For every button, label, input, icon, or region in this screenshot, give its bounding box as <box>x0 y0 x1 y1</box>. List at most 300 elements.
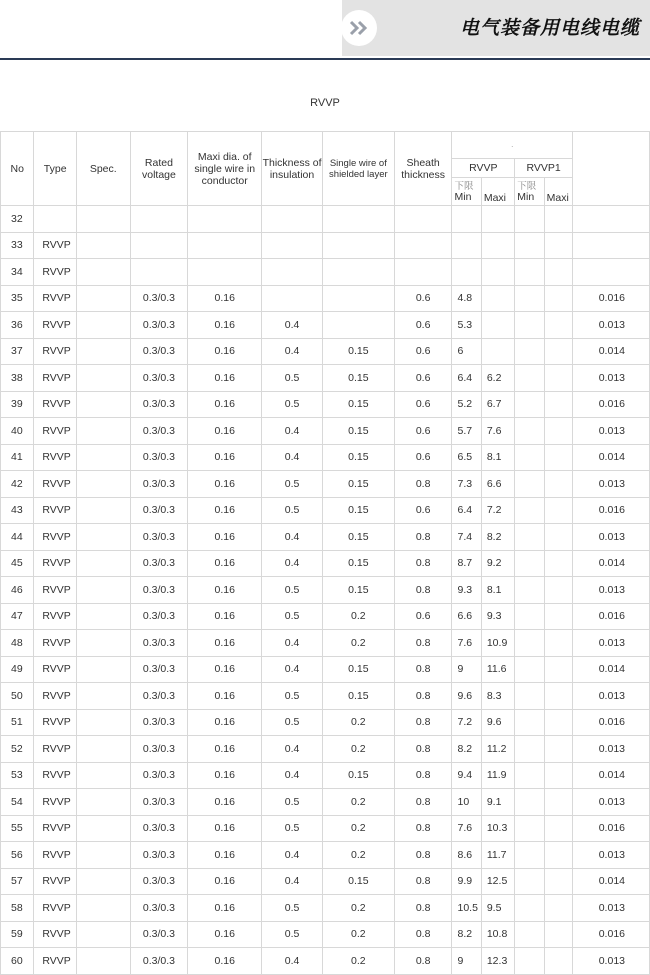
cell-insulation: 0.5 <box>262 497 323 524</box>
cell-rvvp-max: 12.3 <box>481 948 514 975</box>
cell-type: RVVP <box>34 789 77 816</box>
cell-rvvp1-min <box>515 789 544 816</box>
cell-sheath: 0.8 <box>394 550 452 577</box>
cell-rvvp-max <box>481 206 514 233</box>
table-row <box>1 312 650 339</box>
cell-rvvp1-min <box>515 683 544 710</box>
cell-rated-voltage: 0.3/0.3 <box>130 736 188 763</box>
cell-type: RVVP <box>34 736 77 763</box>
cell-no: 53 <box>1 762 34 789</box>
cell-rvvp-min: 7.6 <box>452 815 481 842</box>
col-thickness-insulation: Thickness of insulation <box>262 132 323 206</box>
cell-rvvp-max: 10.9 <box>481 630 514 657</box>
cell-maxi-dia: 0.16 <box>188 656 262 683</box>
table-row <box>1 524 650 551</box>
cell-rvvp-min: 4.8 <box>452 285 481 312</box>
table-row <box>1 683 650 710</box>
cell-type: RVVP <box>34 418 77 445</box>
cell-spec <box>76 312 130 339</box>
cell-insulation: 0.4 <box>262 868 323 895</box>
cell-shielded-layer: 0.2 <box>322 921 394 948</box>
cell-rvvp-min: 8.2 <box>452 736 481 763</box>
table-row <box>1 815 650 842</box>
col-rvvp: RVVP <box>452 159 515 178</box>
cell-rvvp1-max <box>544 789 572 816</box>
cell-rvvp1-max <box>544 312 572 339</box>
cell-spec <box>76 285 130 312</box>
table-row <box>1 444 650 471</box>
cell-rvvp-max: 9.1 <box>481 789 514 816</box>
cell-shielded-layer: 0.2 <box>322 948 394 975</box>
cell-rated-voltage: 0.3/0.3 <box>130 842 188 869</box>
cell-rvvp-min: 6 <box>452 338 481 365</box>
cell-spec <box>76 259 130 286</box>
cell-maxi-dia: 0.16 <box>188 630 262 657</box>
table-row <box>1 206 650 233</box>
cell-spec <box>76 365 130 392</box>
col-sheath-thickness: Sheath thickness <box>394 132 452 206</box>
cell-shielded-layer: 0.15 <box>322 762 394 789</box>
cell-maxi-dia: 0.16 <box>188 762 262 789</box>
cell-no: 34 <box>1 259 34 286</box>
cell-rated-voltage: 0.3/0.3 <box>130 895 188 922</box>
cell-type: RVVP <box>34 391 77 418</box>
cell-shielded-layer: 0.2 <box>322 789 394 816</box>
cell-rvvp1-max <box>544 444 572 471</box>
table-row <box>1 497 650 524</box>
cell-shielded-layer <box>322 285 394 312</box>
cell-insulation: 0.5 <box>262 365 323 392</box>
cell-rated-voltage <box>130 259 188 286</box>
cell-sheath <box>394 206 452 233</box>
cell-shielded-layer <box>322 259 394 286</box>
cell-sheath: 0.8 <box>394 815 452 842</box>
cell-spec <box>76 232 130 259</box>
cell-maxi-dia <box>188 259 262 286</box>
cell-rvvp1-max <box>544 365 572 392</box>
cell-rvvp1-max <box>544 232 572 259</box>
table-row <box>1 391 650 418</box>
cell-rvvp-min: 10 <box>452 789 481 816</box>
cell-rvvp1-max <box>544 736 572 763</box>
table-row <box>1 789 650 816</box>
cell-weight: 0.013 <box>573 736 650 763</box>
cell-rvvp1-max <box>544 948 572 975</box>
cell-maxi-dia: 0.16 <box>188 444 262 471</box>
cell-maxi-dia: 0.16 <box>188 815 262 842</box>
cell-insulation: 0.4 <box>262 312 323 339</box>
cell-insulation: 0.5 <box>262 391 323 418</box>
cell-type: RVVP <box>34 842 77 869</box>
cell-shielded-layer: 0.15 <box>322 365 394 392</box>
cell-rvvp-max: 10.3 <box>481 815 514 842</box>
cell-type: RVVP <box>34 630 77 657</box>
cell-no: 57 <box>1 868 34 895</box>
cell-rated-voltage: 0.3/0.3 <box>130 338 188 365</box>
header-rule <box>0 58 650 60</box>
table-row <box>1 338 650 365</box>
cell-rvvp-min: 10.5 <box>452 895 481 922</box>
cell-sheath: 0.6 <box>394 444 452 471</box>
cell-type: RVVP <box>34 338 77 365</box>
cell-insulation: 0.4 <box>262 762 323 789</box>
cell-sheath <box>394 259 452 286</box>
cell-insulation <box>262 285 323 312</box>
cell-type: RVVP <box>34 921 77 948</box>
cell-spec <box>76 418 130 445</box>
cell-weight: 0.014 <box>573 762 650 789</box>
cell-sheath: 0.8 <box>394 683 452 710</box>
cell-rvvp-min: 5.3 <box>452 312 481 339</box>
cell-insulation: 0.4 <box>262 524 323 551</box>
cell-rvvp-min: 9.9 <box>452 868 481 895</box>
cell-spec <box>76 842 130 869</box>
cell-rvvp-max <box>481 312 514 339</box>
cell-maxi-dia: 0.16 <box>188 895 262 922</box>
table-row <box>1 948 650 975</box>
cell-shielded-layer: 0.15 <box>322 868 394 895</box>
cell-insulation <box>262 232 323 259</box>
cell-no: 39 <box>1 391 34 418</box>
cell-weight: 0.013 <box>573 948 650 975</box>
cell-shielded-layer <box>322 206 394 233</box>
cell-spec <box>76 630 130 657</box>
cell-rvvp1-max <box>544 709 572 736</box>
cell-rvvp1-min <box>515 736 544 763</box>
cell-rvvp1-max <box>544 285 572 312</box>
cell-type: RVVP <box>34 524 77 551</box>
cell-rated-voltage <box>130 232 188 259</box>
cell-no: 60 <box>1 948 34 975</box>
cell-insulation: 0.4 <box>262 948 323 975</box>
cell-insulation: 0.4 <box>262 550 323 577</box>
cell-rvvp-max <box>481 232 514 259</box>
cell-rvvp-min: 7.4 <box>452 524 481 551</box>
cell-rvvp-max: 8.1 <box>481 444 514 471</box>
cell-insulation <box>262 206 323 233</box>
cell-sheath: 0.6 <box>394 603 452 630</box>
cell-weight: 0.013 <box>573 683 650 710</box>
table-row <box>1 921 650 948</box>
cell-shielded-layer: 0.15 <box>322 656 394 683</box>
cell-no: 43 <box>1 497 34 524</box>
cell-rated-voltage: 0.3/0.3 <box>130 868 188 895</box>
col-rated-voltage: Rated voltage <box>130 132 188 206</box>
col-spec: Spec. <box>76 132 130 206</box>
cell-shielded-layer: 0.2 <box>322 842 394 869</box>
page-title: 电气装备用电线电缆 <box>459 17 640 39</box>
cell-weight: 0.013 <box>573 577 650 604</box>
table-row <box>1 868 650 895</box>
cell-rvvp-min <box>452 259 481 286</box>
cell-sheath <box>394 232 452 259</box>
cell-rvvp-max: 8.2 <box>481 524 514 551</box>
cell-spec <box>76 391 130 418</box>
lower-limit-label: 下限 <box>517 180 537 192</box>
double-chevron-right-icon <box>341 10 377 46</box>
table-row <box>1 232 650 259</box>
cell-spec <box>76 709 130 736</box>
cell-maxi-dia: 0.16 <box>188 709 262 736</box>
cell-weight: 0.013 <box>573 524 650 551</box>
cell-shielded-layer: 0.2 <box>322 736 394 763</box>
cell-rated-voltage: 0.3/0.3 <box>130 444 188 471</box>
cell-insulation: 0.4 <box>262 630 323 657</box>
cell-weight: 0.013 <box>573 418 650 445</box>
cell-rvvp1-max <box>544 259 572 286</box>
cell-rvvp1-min <box>515 285 544 312</box>
cell-rvvp-min: 9 <box>452 656 481 683</box>
cell-rvvp-max <box>481 338 514 365</box>
cell-rvvp1-max <box>544 206 572 233</box>
cell-shielded-layer: 0.15 <box>322 683 394 710</box>
cell-no: 56 <box>1 842 34 869</box>
col-rvvp1: RVVP1 <box>515 159 573 178</box>
cell-weight: 0.014 <box>573 338 650 365</box>
cell-type: RVVP <box>34 550 77 577</box>
table-row <box>1 259 650 286</box>
cell-rated-voltage: 0.3/0.3 <box>130 709 188 736</box>
cell-rvvp-max: 12.5 <box>481 868 514 895</box>
cell-maxi-dia: 0.16 <box>188 418 262 445</box>
cell-insulation: 0.5 <box>262 709 323 736</box>
cell-maxi-dia: 0.16 <box>188 524 262 551</box>
cell-sheath: 0.8 <box>394 709 452 736</box>
cell-maxi-dia: 0.16 <box>188 391 262 418</box>
cell-weight: 0.014 <box>573 444 650 471</box>
cell-weight: 0.013 <box>573 630 650 657</box>
cell-insulation: 0.5 <box>262 577 323 604</box>
cell-rvvp-min: 9 <box>452 948 481 975</box>
cell-no: 41 <box>1 444 34 471</box>
cell-rvvp1-max <box>544 338 572 365</box>
cell-rated-voltage: 0.3/0.3 <box>130 418 188 445</box>
cell-type: RVVP <box>34 259 77 286</box>
cell-sheath: 0.8 <box>394 868 452 895</box>
table-title: RVVP <box>310 97 340 109</box>
cell-weight: 0.016 <box>573 709 650 736</box>
cell-sheath: 0.6 <box>394 285 452 312</box>
cell-rvvp-max: 9.2 <box>481 550 514 577</box>
cell-maxi-dia <box>188 232 262 259</box>
cell-maxi-dia: 0.16 <box>188 577 262 604</box>
cell-spec <box>76 550 130 577</box>
cell-sheath: 0.6 <box>394 391 452 418</box>
cell-no: 38 <box>1 365 34 392</box>
cell-rvvp-min <box>452 206 481 233</box>
cell-spec <box>76 815 130 842</box>
cell-rvvp1-max <box>544 683 572 710</box>
cell-rvvp1-min <box>515 630 544 657</box>
cell-weight: 0.014 <box>573 656 650 683</box>
cell-spec <box>76 497 130 524</box>
cell-sheath: 0.8 <box>394 577 452 604</box>
cell-spec <box>76 206 130 233</box>
cell-rated-voltage <box>130 206 188 233</box>
cell-shielded-layer: 0.15 <box>322 444 394 471</box>
cell-rated-voltage: 0.3/0.3 <box>130 921 188 948</box>
cell-spec <box>76 683 130 710</box>
cell-sheath: 0.6 <box>394 338 452 365</box>
cell-sheath: 0.8 <box>394 921 452 948</box>
cell-insulation: 0.4 <box>262 656 323 683</box>
cell-maxi-dia: 0.16 <box>188 338 262 365</box>
cell-shielded-layer: 0.15 <box>322 471 394 498</box>
col-rvvp1-min <box>515 178 544 206</box>
cell-type: RVVP <box>34 815 77 842</box>
cell-rvvp1-max <box>544 630 572 657</box>
cell-rvvp-max: 6.7 <box>481 391 514 418</box>
cell-type: RVVP <box>34 948 77 975</box>
cell-spec <box>76 603 130 630</box>
cell-insulation: 0.4 <box>262 444 323 471</box>
cell-type: RVVP <box>34 895 77 922</box>
cell-no: 33 <box>1 232 34 259</box>
cell-spec <box>76 895 130 922</box>
cell-rvvp1-max <box>544 868 572 895</box>
cell-weight: 0.016 <box>573 815 650 842</box>
cell-rated-voltage: 0.3/0.3 <box>130 656 188 683</box>
cell-type: RVVP <box>34 656 77 683</box>
cell-rvvp-max: 11.7 <box>481 842 514 869</box>
cell-spec <box>76 948 130 975</box>
min-label: Min <box>517 190 535 203</box>
table-row <box>1 603 650 630</box>
cell-rvvp-min: 8.7 <box>452 550 481 577</box>
cell-rvvp1-max <box>544 524 572 551</box>
cell-no: 59 <box>1 921 34 948</box>
cell-shielded-layer: 0.15 <box>322 338 394 365</box>
cell-sheath: 0.6 <box>394 365 452 392</box>
col-type: Type <box>34 132 77 206</box>
cell-insulation: 0.5 <box>262 789 323 816</box>
cell-spec <box>76 736 130 763</box>
cell-rated-voltage: 0.3/0.3 <box>130 312 188 339</box>
cell-rvvp-max: 11.2 <box>481 736 514 763</box>
cell-rvvp-min: 5.2 <box>452 391 481 418</box>
cell-rated-voltage: 0.3/0.3 <box>130 365 188 392</box>
table-row <box>1 418 650 445</box>
cell-rvvp-max: 8.1 <box>481 577 514 604</box>
cell-rvvp1-max <box>544 603 572 630</box>
cell-rvvp1-max <box>544 762 572 789</box>
cell-rvvp1-max <box>544 418 572 445</box>
cell-insulation: 0.5 <box>262 815 323 842</box>
cell-rated-voltage: 0.3/0.3 <box>130 948 188 975</box>
cell-rvvp1-min <box>515 471 544 498</box>
cell-no: 32 <box>1 206 34 233</box>
cell-spec <box>76 444 130 471</box>
cell-type: RVVP <box>34 497 77 524</box>
cell-weight <box>573 232 650 259</box>
cell-type: RVVP <box>34 683 77 710</box>
cell-maxi-dia: 0.16 <box>188 789 262 816</box>
cell-rated-voltage: 0.3/0.3 <box>130 815 188 842</box>
cell-no: 44 <box>1 524 34 551</box>
cell-no: 40 <box>1 418 34 445</box>
cell-type: RVVP <box>34 603 77 630</box>
cell-weight: 0.013 <box>573 471 650 498</box>
cell-type: RVVP <box>34 232 77 259</box>
cell-shielded-layer: 0.2 <box>322 603 394 630</box>
cell-sheath: 0.8 <box>394 471 452 498</box>
cell-weight: 0.016 <box>573 921 650 948</box>
cell-rvvp-max: 9.6 <box>481 709 514 736</box>
cell-rvvp-min: 6.6 <box>452 603 481 630</box>
cell-rvvp-min: 9.3 <box>452 577 481 604</box>
cell-sheath: 0.6 <box>394 497 452 524</box>
cell-weight: 0.013 <box>573 789 650 816</box>
cell-no: 51 <box>1 709 34 736</box>
cell-rvvp1-min <box>515 365 544 392</box>
cell-shielded-layer <box>322 312 394 339</box>
table-row <box>1 842 650 869</box>
cell-weight <box>573 259 650 286</box>
cell-insulation: 0.4 <box>262 338 323 365</box>
cell-rvvp-min: 7.2 <box>452 709 481 736</box>
cell-maxi-dia: 0.16 <box>188 868 262 895</box>
table-row <box>1 656 650 683</box>
cell-weight: 0.013 <box>573 895 650 922</box>
cell-rvvp1-max <box>544 391 572 418</box>
cell-sheath: 0.8 <box>394 656 452 683</box>
cell-sheath: 0.6 <box>394 312 452 339</box>
cell-rated-voltage: 0.3/0.3 <box>130 497 188 524</box>
cell-rvvp1-max <box>544 895 572 922</box>
cell-maxi-dia: 0.16 <box>188 921 262 948</box>
cell-weight: 0.014 <box>573 550 650 577</box>
cell-no: 42 <box>1 471 34 498</box>
cell-maxi-dia: 0.16 <box>188 736 262 763</box>
cell-rvvp-min: 5.7 <box>452 418 481 445</box>
cell-rvvp1-min <box>515 524 544 551</box>
cell-rvvp1-min <box>515 444 544 471</box>
cell-type: RVVP <box>34 471 77 498</box>
col-no: No <box>1 132 34 206</box>
cell-rated-voltage: 0.3/0.3 <box>130 550 188 577</box>
cell-rvvp-max <box>481 285 514 312</box>
cell-type: RVVP <box>34 577 77 604</box>
cell-no: 35 <box>1 285 34 312</box>
table-row <box>1 709 650 736</box>
cell-type: RVVP <box>34 868 77 895</box>
cell-rated-voltage: 0.3/0.3 <box>130 391 188 418</box>
cell-rvvp1-min <box>515 259 544 286</box>
cell-type <box>34 206 77 233</box>
cell-no: 54 <box>1 789 34 816</box>
cell-maxi-dia: 0.16 <box>188 312 262 339</box>
min-label: Min <box>454 190 472 203</box>
cell-shielded-layer: 0.15 <box>322 497 394 524</box>
cell-shielded-layer: 0.2 <box>322 630 394 657</box>
cell-rvvp1-min <box>515 762 544 789</box>
cell-sheath: 0.8 <box>394 524 452 551</box>
group-outer-dia: . <box>452 132 573 159</box>
table-row <box>1 471 650 498</box>
cell-maxi-dia: 0.16 <box>188 471 262 498</box>
cell-rvvp1-min <box>515 577 544 604</box>
cell-rvvp1-max <box>544 815 572 842</box>
table-row <box>1 577 650 604</box>
cell-sheath: 0.8 <box>394 736 452 763</box>
cell-rated-voltage: 0.3/0.3 <box>130 603 188 630</box>
cell-rvvp-max: 9.3 <box>481 603 514 630</box>
cell-shielded-layer: 0.15 <box>322 418 394 445</box>
cell-no: 50 <box>1 683 34 710</box>
cell-no: 45 <box>1 550 34 577</box>
cell-insulation: 0.4 <box>262 418 323 445</box>
cell-spec <box>76 471 130 498</box>
